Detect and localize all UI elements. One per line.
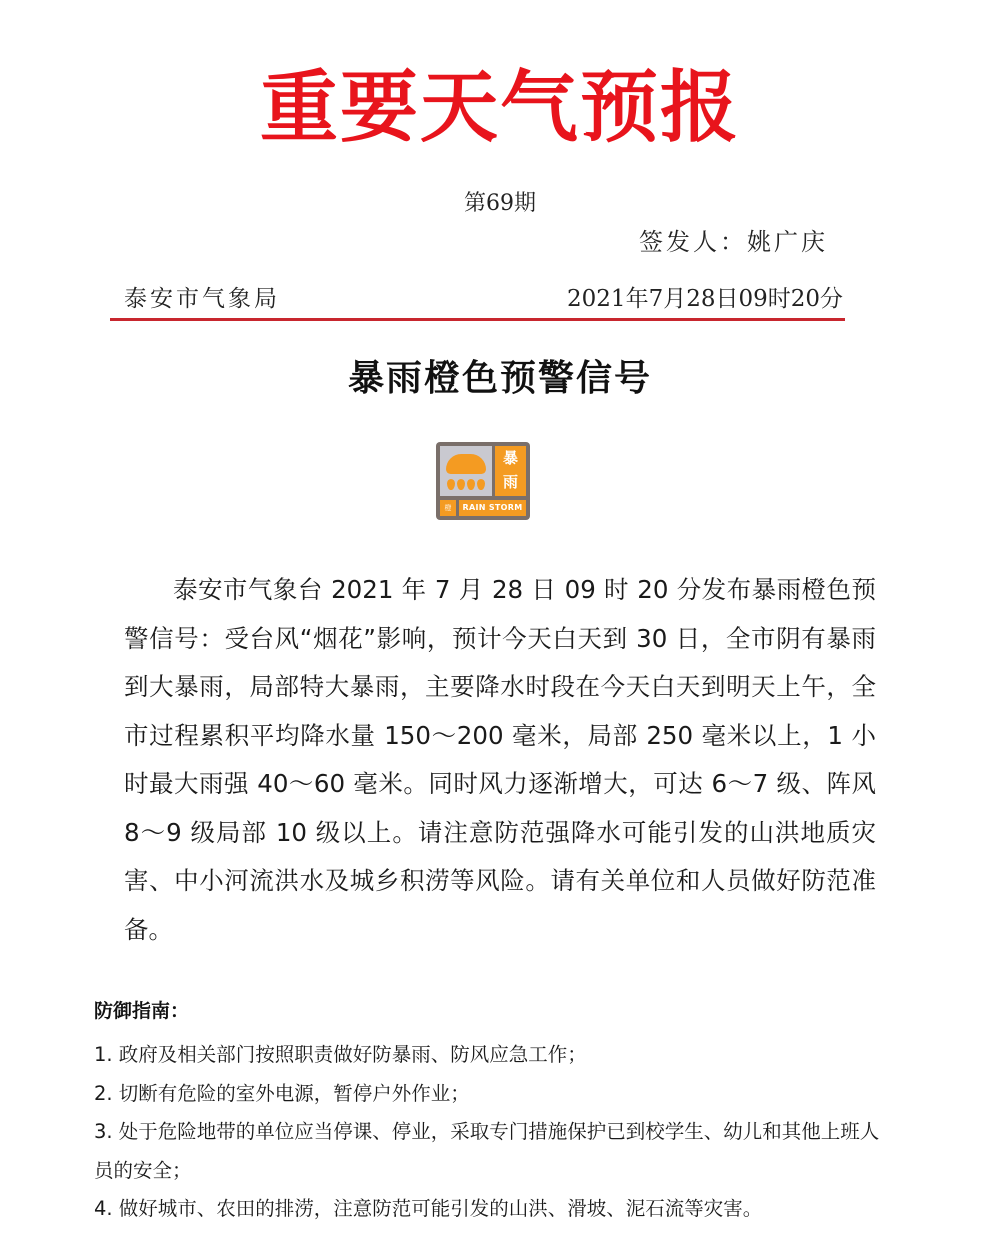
issuer (639, 222, 828, 257)
warning-title: 暴雨橙色预警信号 (347, 357, 652, 399)
badge-cn-char-1: 暴 (502, 449, 518, 467)
badge-level-label: 橙 (440, 500, 456, 516)
badge-cn-char-2: 雨 (502, 473, 518, 491)
raindrop-icon (447, 479, 455, 490)
issue-datetime: 2021年7月28日09时20分 (567, 286, 843, 312)
raindrop-icon (467, 479, 475, 490)
issuer-name: 姚广庆 (747, 228, 828, 256)
masthead-title: 重要天气预报 (259, 62, 740, 153)
badge-en-label: RAIN STORM (459, 500, 526, 516)
issue-number: 第69期 (464, 191, 536, 216)
list-item: 4. 做好城市、农田的排涝，注意防范可能引发的山洪、滑坡、泥石流等灾害。 (94, 1197, 763, 1220)
bureau-name: 泰安市气象局 (124, 286, 280, 312)
header-divider (110, 318, 845, 321)
rainstorm-cloud-icon (440, 446, 492, 496)
defense-guide-title: 防御指南： (94, 1000, 190, 1022)
issuer-label: 签发人： (639, 228, 747, 256)
list-item: 2. 切断有危险的室外电源，暂停户外作业； (94, 1081, 470, 1105)
list-item: 1. 政府及相关部门按照职责做好防暴雨、防风应急工作； (94, 1043, 587, 1066)
badge-cn-label (495, 446, 526, 496)
raindrop-icon (457, 479, 465, 490)
defense-guide-list (94, 1036, 894, 1229)
warning-body-paragraph: 泰安市气象台 2021 年 7 月 28 日 09 时 20 分发布暴雨橙色预警信号：受台风“烟花”影响，预计今天白天到 30 日，全市阴有暴雨到大暴雨，局部特大暴雨，主要降水时段在今天白天到明天上午，全市过程累积平均降水量 150～200 毫米，局部 250 毫米以上，1 小时最大雨强 40～60 毫米。同时风力逐渐增大，可达 6～7 级、阵风 8～9 级局部 10 级以上。请注意防范强降水可能引发的山洪地质灾害、中小河流洪水及城乡积涝等风险。请有关单位和人员做好防范准备。 (124, 575, 876, 944)
rainstorm-orange-warning-badge (436, 442, 530, 520)
raindrop-icon (477, 479, 485, 490)
cloud-icon (446, 454, 486, 474)
list-item: 3. 处于危险地带的单位应当停课、停业，采取专门措施保护已到校学生、幼儿和其他上班人员的安全； (94, 1120, 880, 1182)
